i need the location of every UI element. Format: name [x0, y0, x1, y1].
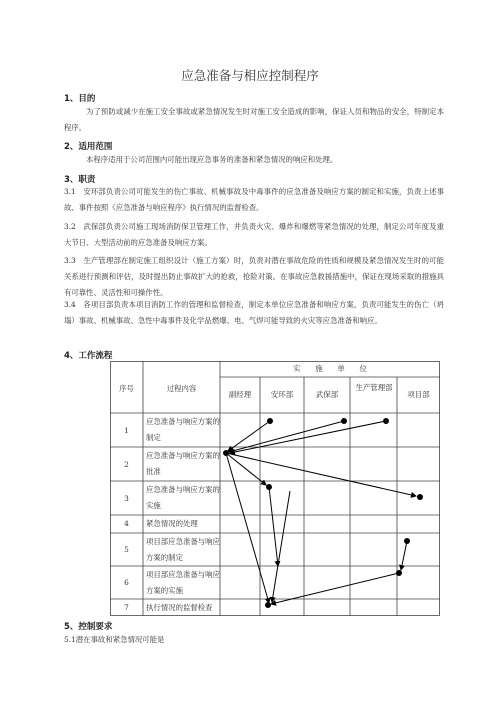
section-1-text: 为了预防或减少在施工安全事故或紧急情况发生时对施工安全造成的影响，保证人员和物品的安全，特制定本程序。	[64, 107, 444, 132]
row-3-content: 应急准备与响应方案的实施	[146, 485, 220, 510]
row-1-no: 1	[124, 426, 129, 435]
row-5-content: 项目部应急准备与响应方案的制定	[146, 537, 220, 562]
header-content: 过程内容	[166, 384, 197, 393]
row-1-content: 应急准备与响应方案的制定	[146, 417, 220, 442]
row-7-content: 执行情况的监督检查	[146, 603, 213, 612]
section-3-heading: 3、职责	[64, 175, 96, 185]
row-6-content: 项目部应急准备与响应方案的实施	[146, 570, 220, 595]
row-4-content: 紧急情况的处理	[146, 519, 198, 528]
unit-xiangmubu: 项目部	[407, 390, 430, 399]
row-6-no: 6	[124, 578, 129, 587]
unit-anhuanbu: 安环部	[270, 390, 294, 399]
section-3-2-text: 3.2 武保部负责公司施工现场消防保卫管理工作，并负责火灾、爆炸和爆燃等紧急情况的处理，制定公司年度及重大节日、大型活动前的应急准备及响应方案。	[64, 222, 444, 247]
unit-shengchanguanlibu: 生产管理部	[355, 383, 393, 392]
section-4-heading: 4、工作流程	[64, 351, 113, 361]
header-seq: 序号	[119, 384, 134, 393]
section-2-text: 本程序适用于公司范围内可能出现应急事务的准备和紧急情况的响应和处理。	[86, 155, 338, 164]
row-2-content: 应急准备与响应方案的批准	[146, 451, 220, 476]
section-3-3-text: 3.3 生产管理部在制定施工组织设计（施工方案）时，负责对潜在事故危险的性质和规模及紧急情况发生时的可能关系进行预测和评估，及时提出防止事故扩大的抢救，抢险对策。在事故应急救援措施中，保证在现场采取的措施具有可靠性、灵活性和可操作性。	[64, 256, 444, 297]
unit-wubaobu: 武保部	[315, 390, 339, 399]
row-3-no: 3	[124, 494, 129, 503]
section-5-heading: 5、控制要求	[64, 622, 113, 632]
row-7-no: 7	[124, 603, 129, 612]
flow-node-3-xiangmu	[417, 494, 423, 500]
header-units: 实 施 单 位	[293, 364, 367, 373]
section-3-1-text: 3.1 安环部负责公司可能发生的伤亡事故、机械事故及中毒事件的应急准备及响应方案的制定和实施，负责上述事故、事件按照《应急准备与响应程序》执行情况的监督检查。	[64, 187, 444, 212]
flow-dots	[223, 418, 423, 608]
unit-fujingli: 副经理	[228, 390, 252, 399]
document-title: 应急准备与相应控制程序	[181, 68, 319, 83]
workflow-table	[110, 361, 440, 616]
row-5-no: 5	[124, 545, 129, 554]
section-1-heading: 1、目的	[64, 94, 96, 104]
section-3-4-text: 3.4 各项目部负责本项目消防工作的管理和监督检查，制定本单位应急准备和响应方案，负责可能发生的伤亡（坍塌）事故、机械事故、急性中毒事件及化学品燃爆、电、气焊可能导致的火灾等应急准备和响应。	[64, 300, 444, 325]
section-2-heading: 2、适用范围	[64, 142, 113, 152]
row-2-no: 2	[124, 460, 129, 469]
flow-arrows	[226, 421, 416, 604]
row-4-no: 4	[124, 519, 129, 528]
section-5-text: 5.1潜在事故和紧急情况可能是	[64, 635, 165, 644]
flow-node-7-anhuan	[265, 602, 271, 608]
